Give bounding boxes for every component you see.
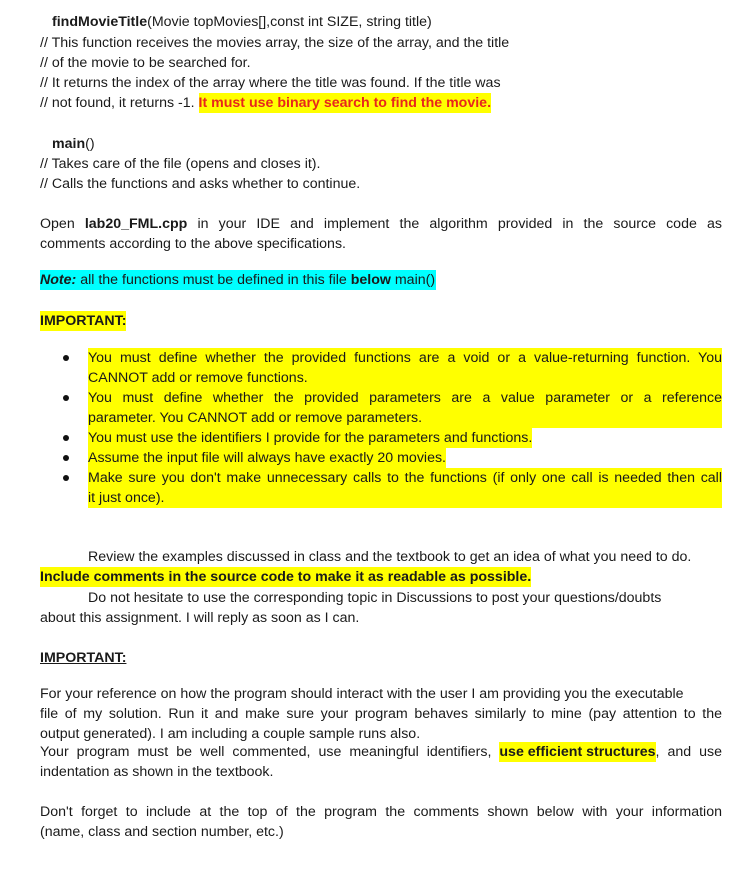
comment-line-last: // not found, it returns -1. It must use binary search to find the movie. bbox=[40, 95, 492, 111]
bullet-item-1-line2: CANNOT add or remove functions. bbox=[88, 370, 308, 386]
note-line: Note: all the functions must be defined in this file below main() bbox=[40, 272, 436, 288]
review-line4: about this assignment. I will reply as soon as I can. bbox=[40, 610, 360, 626]
bullet-icon bbox=[63, 395, 69, 401]
bullet-icon bbox=[63, 455, 69, 461]
review-line3: Do not hesitate to use the corresponding topic in Discussions to post your questions/doubts bbox=[88, 590, 662, 606]
review-line2: Include comments in the source code to make it as readable as possible. bbox=[40, 569, 532, 585]
bullet-item-2-line1: You must define whether the provided parameters are a value parameter or a reference bbox=[88, 390, 722, 406]
comment-line: // It returns the index of the array where the title was found. If the title was bbox=[40, 75, 501, 91]
reference-line2: file of my solution. Run it and make sure your program behaves similarly to mine (pay attention to the bbox=[40, 706, 722, 722]
review-line1: Review the examples discussed in class and the textbook to get an idea of what you need to do. bbox=[88, 549, 692, 565]
dont-forget-line1: Don't forget to include at the top of the program the comments shown below with your information bbox=[40, 804, 722, 820]
comment-line: // This function receives the movies array, the size of the array, and the title bbox=[40, 35, 510, 51]
bullet-icon bbox=[63, 475, 69, 481]
open-paragraph-line1: Open lab20_FML.cpp in your IDE and implement the algorithm provided in the source code as bbox=[40, 216, 722, 232]
file-name: lab20_FML.cpp bbox=[84, 216, 188, 232]
reference-line1: For your reference on how the program should interact with the user I am providing you the executable bbox=[40, 686, 684, 702]
bullet-item-4: Assume the input file will always have exactly 20 movies. bbox=[88, 450, 446, 466]
comment-line: // of the movie to be searched for. bbox=[40, 55, 251, 71]
open-paragraph-line2: comments according to the above specifications. bbox=[40, 236, 346, 252]
function-params: (Movie topMovies[],const int SIZE, string title) bbox=[147, 14, 432, 30]
binary-search-requirement: It must use binary search to find the movie. bbox=[198, 95, 492, 111]
main-name: main bbox=[52, 136, 86, 152]
important-heading: IMPORTANT: bbox=[40, 313, 127, 329]
reference-line5: indentation as shown in the textbook. bbox=[40, 764, 274, 780]
function-name: findMovieTitle bbox=[52, 14, 148, 30]
bullet-icon bbox=[63, 355, 69, 361]
main-signature: main() bbox=[52, 136, 95, 152]
bullet-item-5-line2: it just once). bbox=[88, 490, 165, 506]
comment-line: // Calls the functions and asks whether to continue. bbox=[40, 176, 361, 192]
note-label: Note: bbox=[40, 272, 77, 288]
bullet-item-1-line1: You must define whether the provided functions are a void or a value-returning function. You bbox=[88, 350, 722, 366]
bullet-item-2-line2: parameter. You CANNOT add or remove parameters. bbox=[88, 410, 423, 426]
dont-forget-line2: (name, class and section number, etc.) bbox=[40, 824, 284, 840]
important-heading-2: IMPORTANT: bbox=[40, 650, 127, 666]
bullet-item-3: You must use the identifiers I provide for the parameters and functions. bbox=[88, 430, 533, 446]
find-movie-title-signature bbox=[52, 12, 432, 32]
efficient-structures-highlight: use efficient structures bbox=[499, 744, 656, 760]
comment-line: // Takes care of the file (opens and closes it). bbox=[40, 156, 321, 172]
reference-line4: Your program must be well commented, use meaningful identifiers, use efficient structures, and use bbox=[40, 744, 722, 760]
bullet-item-5-line1: Make sure you don't make unnecessary calls to the functions (if only one call is needed then call bbox=[88, 470, 722, 486]
bullet-icon bbox=[63, 435, 69, 441]
reference-line3: output generated). I am including a couple sample runs also. bbox=[40, 726, 421, 742]
